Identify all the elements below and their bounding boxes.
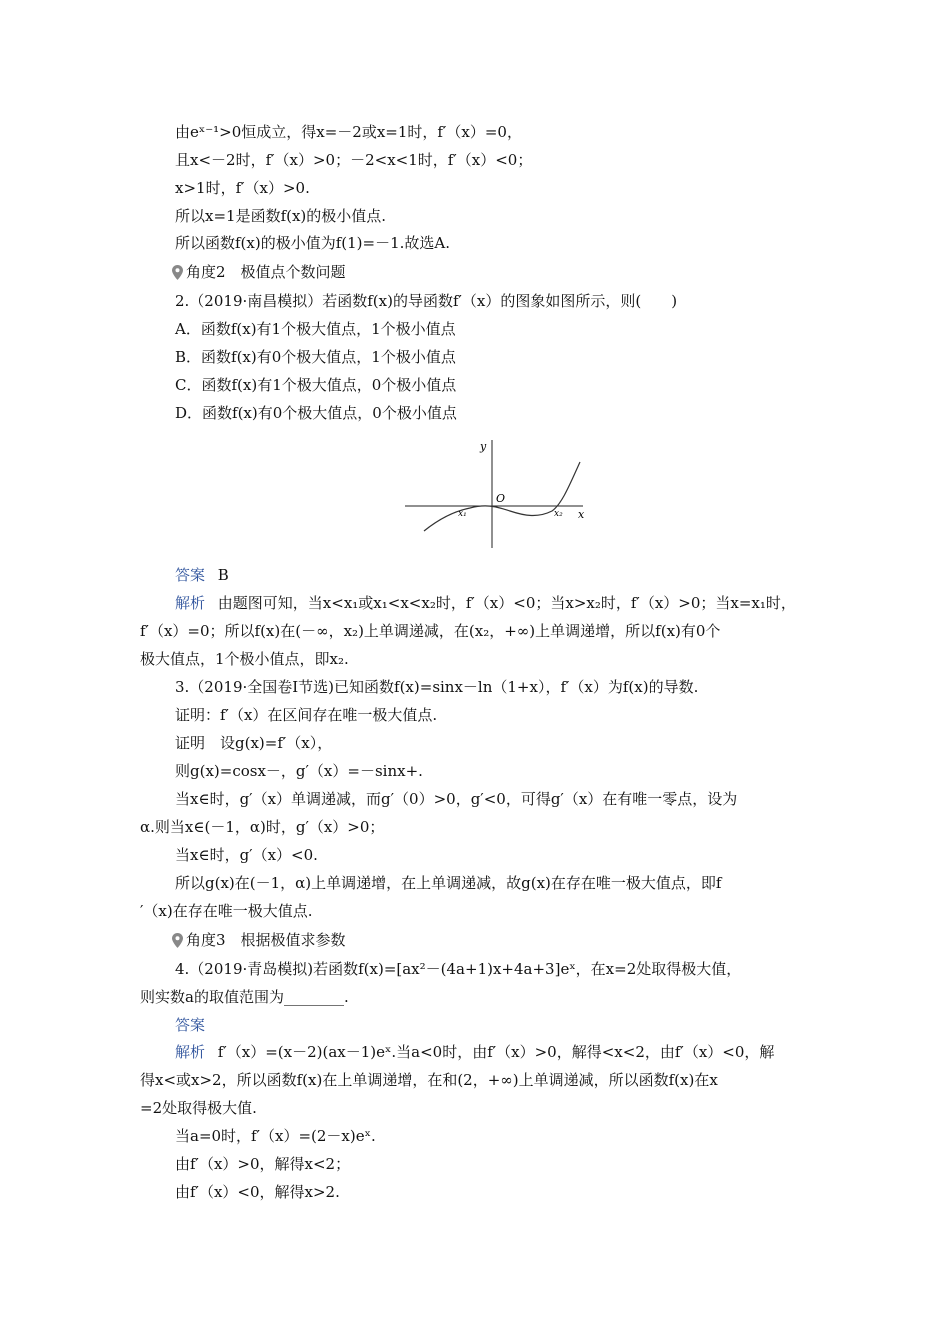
answer-value: B [217,566,229,584]
text-line: 由eˣ⁻¹>0恒成立，得x=－2或x=1时，f′（x）=0， [175,123,522,141]
text-line: 且x<－2时，f′（x）>0；－2<x<1时，f′（x）<0； [175,151,533,169]
question-stem: 2.（2019·南昌模拟）若函数f(x)的导函数f′（x）的图象如图所示，则( ) [175,292,678,310]
y-axis-label: y [480,440,487,453]
text-line: 当a=0时，f′（x）=(2－x)eˣ. [175,1127,376,1145]
section-heading [172,929,346,951]
derivative-graph [400,436,590,551]
text-line: 证明 设g(x)=f′（x）， [175,734,333,752]
analysis-row [175,592,796,614]
option-b: B．函数f(x)有0个极大值点，1个极小值点 [175,348,456,366]
option-a: A．函数f(x)有1个极大值点，1个极小值点 [175,320,456,338]
analysis-label: 解析 [175,594,206,612]
text-line: 当x∈时，g′（x）单调递减，而g′（0）>0，g′<0，可得g′（x）在有唯一零点，设为 [175,790,738,808]
section-title: 角度3 根据极值求参数 [186,931,346,949]
analysis-text: 由题图可知，当x<x₁或x₁<x<x₂时，f′（x）<0；当x>x₂时，f′（x）>0；当x=x₁时， [217,594,796,612]
text-line: 由f′（x）>0，解得x<2； [175,1155,351,1173]
text-line: α.则当x∈(－1，α)时，g′（x）>0； [140,818,385,836]
text-line: 则实数a的取值范围为________. [140,988,349,1006]
text-line: 所以g(x)在(－1，α)上单调递增，在上单调递减，故g(x)在存在唯一极大值点，即f [175,874,722,892]
analysis-row [175,1041,774,1063]
question-stem: 4.（2019·青岛模拟)若函数f(x)=[ax²－(4a+1)x+4a+3]eˣ，在x=2处取得极大值， [175,960,742,978]
analysis-label: 解析 [175,1043,206,1061]
question-stem: 3.（2019·全国卷Ⅰ节选)已知函数f(x)=sinx－ln（1+x），f′（x）为f(x)的导数. [175,678,699,696]
text-line: 当x∈时，g′（x）<0. [175,846,318,864]
section-title: 角度2 极值点个数问题 [186,263,346,281]
text-line: 所以函数f(x)的极小值为f(1)=－1.故选A. [175,234,450,252]
text-line: x>1时，f′（x）>0. [175,179,310,197]
text-line: f′（x）=0；所以f(x)在(－∞，x₂)上单调递减，在(x₂，+∞)上单调递增，所以f(x)有0个 [140,622,721,640]
location-pin-icon [172,933,183,948]
text-line: 则g(x)=cosx－，g′（x）=－sinx+. [175,762,423,780]
text-line: ′（x)在存在唯一极大值点. [140,902,313,920]
text-line: =2处取得极大值. [140,1099,257,1117]
x-axis-label: x [578,508,585,521]
answer-label: 答案 [175,1016,206,1034]
section-heading [172,261,346,283]
text-line: 由f′（x）<0，解得x>2. [175,1183,340,1201]
text-line: 得x<或x>2，所以函数f(x)在上单调递增，在和(2，+∞)上单调递减，所以函数f(x)在x [140,1071,718,1089]
x2-label: x₂ [554,509,563,519]
option-c: C．函数f(x)有1个极大值点，0个极小值点 [175,376,457,394]
text-line: 所以x=1是函数f(x)的极小值点. [175,207,387,225]
text-line: 证明：f′（x）在区间存在唯一极大值点. [175,706,438,724]
answer-label: 答案 [175,566,206,584]
analysis-text: f′（x）=(x－2)(ax－1)eˣ.当a<0时，由f′（x）>0，解得<x<2，由f′（x）<0，解 [217,1043,775,1061]
origin-label: O [496,492,506,505]
option-d: D．函数f(x)有0个极大值点，0个极小值点 [175,404,457,422]
text-line: 极大值点，1个极小值点，即x₂. [140,650,349,668]
answer-row [175,564,229,586]
x1-label: x₁ [458,509,467,519]
location-pin-icon [172,265,183,280]
